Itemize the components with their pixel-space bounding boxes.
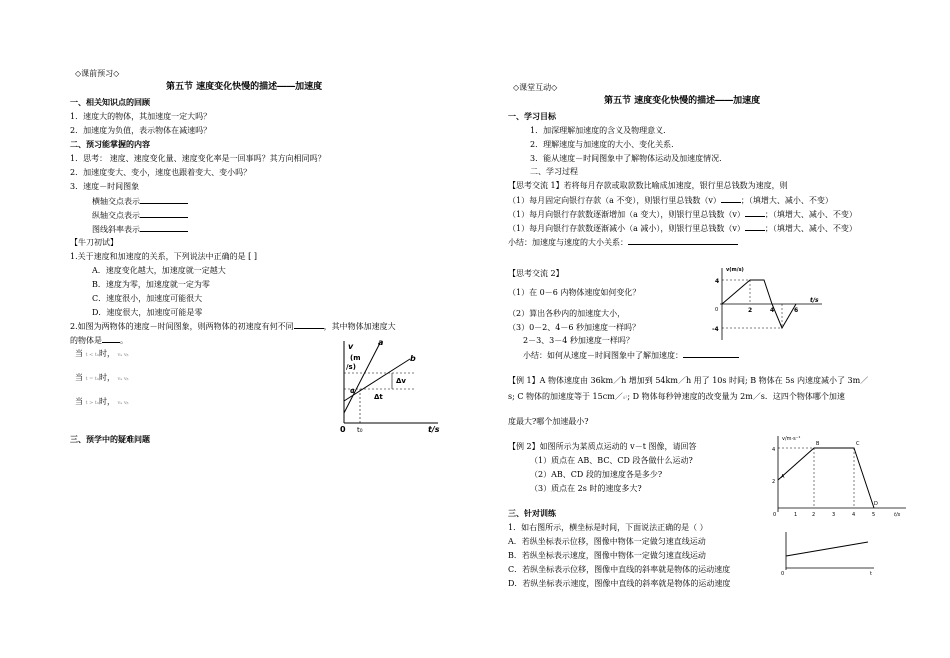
axis-v-label: 纵轴交点表示	[92, 211, 140, 220]
unit-s2: s²	[622, 395, 628, 401]
condition-row-1	[75, 348, 129, 362]
training-option-d: D．若纵坐标表示速度，图像中直线的斜率就是物体的运动速度	[508, 579, 731, 588]
condition-1: t < t₀	[85, 352, 99, 358]
when-label: 当	[75, 373, 83, 382]
graph-v-label: v(m/s)	[726, 267, 744, 273]
graph-unit-2: /s)	[346, 363, 356, 371]
axis-h-line	[92, 195, 188, 208]
point-d: D	[874, 501, 878, 507]
section-questions: 三、预学中的疑难问题	[70, 435, 150, 444]
condition-row-2	[75, 372, 129, 386]
tick-x4: 4	[852, 512, 856, 518]
compare-v: vₐ vᵦ	[117, 400, 129, 406]
trial-q2-period: 。	[120, 336, 128, 345]
example-2-q3: （3）质点在 2s 时的速度多大?	[530, 484, 642, 493]
example-1-line2	[508, 391, 845, 405]
think-2-q2: （2）算出各秒内的加速度大小，	[508, 309, 626, 318]
answer-blank[interactable]	[628, 236, 738, 245]
answer-blank[interactable]	[140, 209, 188, 218]
think-1-item-3	[508, 222, 857, 235]
pre-study-tag: ◇课前预习◇	[75, 69, 120, 78]
example-1-line3: 度最大?哪个加速最小?	[508, 417, 589, 426]
graph-delta-t: Δt	[374, 393, 383, 401]
answer-blank[interactable]	[140, 223, 188, 232]
trial-q1-option-b: B．速度为零，加速度就一定为零	[92, 280, 210, 289]
time-label: 时，	[98, 397, 115, 406]
tick-x2: 2	[748, 307, 753, 314]
point-c: C	[856, 441, 860, 447]
section-process: 二、学习过程	[530, 167, 578, 176]
section-preview: 二、预习能掌握的内容	[70, 140, 150, 149]
graph-t0: t₀	[357, 426, 363, 434]
graph-b-label: b	[410, 354, 416, 363]
tick-x6: 6	[794, 307, 799, 314]
axis-v-line	[92, 209, 188, 222]
graph-v-label: v	[348, 342, 354, 351]
graph-origin: 0	[781, 571, 785, 576]
training-q1: 1．如右图所示，横坐标是时间，下面说法正确的是（ ）	[508, 523, 708, 532]
preview-p3: 3．速度－时间图象	[70, 182, 140, 191]
time-label: 时，	[98, 373, 115, 382]
section-training: 三、针对训练	[508, 509, 556, 518]
goal-1: 1．加深理解加速度的含义及物理意义．	[530, 126, 672, 135]
graph-delta-v: Δv	[396, 377, 406, 385]
right-page-title: 第五节 速度变化快慢的描述――加速度	[604, 96, 761, 106]
trial-header: 【牛刀初试】	[70, 238, 118, 247]
graph-t-axis: t/s	[810, 297, 819, 304]
when-label: 当	[75, 397, 83, 406]
section-review: 一、相关知识点的回顾	[70, 98, 150, 107]
training-option-a: A．若纵坐标表示位移，图像中物体一定做匀速直线运动	[508, 537, 706, 546]
preview-p2: 2．加速度变大、变小，速度也跟着变大、变小吗？	[70, 168, 252, 177]
training-option-c: C．若纵坐标表示位移，图像中直线的斜率就是物体的运动速度	[508, 565, 731, 574]
vt-graph-think2	[712, 262, 828, 344]
item-text: （1）每月向银行存款数逐渐增加（a 变大），则银行里总钱数（v）	[508, 210, 745, 219]
tick-x3: 3	[832, 512, 836, 518]
answer-blank[interactable]	[140, 195, 188, 204]
velocity-line	[778, 448, 874, 508]
item-suffix: ；（填增大、减小、不变）	[764, 210, 857, 219]
graph-origin: 0	[715, 307, 719, 313]
graph-t-axis: t/s	[894, 512, 901, 518]
review-q1: 1．速度大的物体，其加速度一定大吗？	[70, 112, 212, 121]
think-2-q4: 2－3、3－4 秒加速度一样吗？	[523, 336, 634, 345]
section-goals: 一、学习目标	[508, 112, 556, 121]
condition-row-3	[75, 396, 129, 410]
tick-4: 4	[715, 278, 720, 285]
trial-q2-line2	[70, 334, 128, 347]
graph-v-label: v/m·s⁻¹	[782, 436, 801, 442]
trial-q1-option-d: D．速度很大，加速度可能是零	[92, 308, 203, 317]
review-q2: 2．加速度为负值，表示物体在减速吗？	[70, 126, 212, 135]
compare-v: vₐ vᵦ	[117, 376, 129, 382]
point-a: A	[781, 474, 785, 480]
axis-h-label: 横轴交点表示	[92, 197, 140, 206]
trial-q1: 1.关于速度和加速度的关系，下列说法中正确的是 [ ]	[70, 252, 257, 261]
graph-alpha: α	[350, 387, 355, 395]
training-option-b: B．若纵坐标表示速度，图像中物体一定做匀速直线运动	[508, 551, 706, 560]
graph-origin: 0	[340, 425, 346, 434]
graph-t-axis: t	[870, 571, 872, 576]
vt-graph-abcd	[768, 432, 912, 522]
preview-p1: 1．思考： 速度、速度变化量、速度变化率是一回事吗？其方向相同吗？	[70, 154, 326, 163]
compare-v: vₐ vᵦ	[117, 352, 129, 358]
time-label: 时，	[98, 349, 115, 358]
think-1-item-2	[508, 208, 857, 221]
item-suffix: ；（填增大、减小、不变）	[740, 196, 833, 205]
answer-blank[interactable]	[102, 334, 120, 343]
left-page-title: 第五节 速度变化快慢的描述――加速度	[166, 82, 323, 92]
graph-training	[778, 528, 878, 576]
item-suffix: ；（填增大、减小、不变）	[764, 224, 857, 233]
tick-neg4: -4	[712, 326, 719, 333]
trial-q2-text: 2.如图为两物体的速度－时间图象，则两物体的初速度有何不同	[70, 322, 294, 331]
trial-q1-option-a: A．速度变化越大，加速度就一定越大	[92, 266, 226, 275]
trial-q2-text2: ，其中物体加速度大	[323, 322, 396, 331]
goal-3: 3．能从速度－时间图象中了解物体运动及加速度情况．	[530, 154, 728, 163]
item-text: （1）每月固定向银行存款（a 不变），则银行里总钱数（v）	[508, 196, 721, 205]
summary-text: 小结：如何从速度－时间图象中了解加速度：	[523, 351, 683, 360]
answer-blank[interactable]	[294, 320, 324, 329]
graph-origin: 0	[773, 512, 777, 518]
graph-t-axis: t/s	[428, 425, 440, 434]
example-1-text: s; C 物体的加速度等于 15cm／	[508, 392, 623, 401]
think-2-q3: （3）0－2、4－6 秒加速度一样吗？	[508, 323, 640, 332]
tick-x4: 4	[770, 307, 775, 314]
point-b: B	[816, 441, 820, 447]
trial-q2-text3: 的物体是	[70, 336, 102, 345]
answer-blank[interactable]	[745, 222, 765, 231]
condition-2: t = t₀	[85, 376, 99, 382]
example-2: 【例 2】如图所示为某质点运动的 v－t 图像，请回答	[508, 442, 697, 451]
answer-blank[interactable]	[683, 349, 739, 358]
graph-a-label: a	[378, 338, 384, 347]
example-1-text2: ; D 物体每秒钟速度的改变量为 2m／s．这四个物体哪个加速	[627, 392, 845, 401]
when-label: 当	[75, 349, 83, 358]
straight-line	[786, 542, 868, 556]
slope-label: 图线斜率表示	[92, 225, 140, 234]
summary-2	[523, 349, 739, 362]
tick-4: 4	[772, 447, 776, 453]
summary-text: 小结：加速度与速度的大小关系：	[508, 238, 628, 247]
example-2-q2: （2）AB、CD 段的加速度各是多少?	[530, 470, 663, 479]
goal-2: 2．理解速度与加速度的大小、变化关系．	[530, 140, 680, 149]
answer-blank[interactable]	[721, 194, 741, 203]
trial-q1-option-c: C．速度很小，加速度可能很大	[92, 294, 203, 303]
answer-blank[interactable]	[745, 208, 765, 217]
example-1-line1: 【例 1】A 物体速度由 36km／h 增加到 54km／h 用了 10s 时间; B 物体在 5s 内速度减小了 3m／	[508, 376, 869, 385]
think-1-item-1	[508, 194, 833, 207]
graph-unit-1: (m	[350, 354, 361, 362]
tick-x2: 2	[812, 512, 816, 518]
think-2: 【思考交流 2】	[508, 269, 564, 278]
tick-x5: 5	[872, 512, 876, 518]
tick-2: 2	[772, 479, 776, 485]
tick-x1: 1	[794, 512, 798, 518]
example-2-q1: （1）质点在 AB、BC、CD 段各做什么运动?	[530, 456, 693, 465]
condition-3: t > t₀	[85, 400, 99, 406]
think-1: 【思考交流 1】若将每月存款或取款数比喻成加速度，银行里总钱数为速度，则	[508, 181, 788, 190]
trial-q2-line1	[70, 320, 396, 333]
class-interaction-tag: ◇课堂互动◇	[513, 83, 558, 92]
summary-1	[508, 236, 738, 249]
vt-graph-two-objects	[330, 335, 450, 435]
slope-line	[92, 223, 188, 236]
item-text: （1）每月向银行存款数逐渐减小（a 减小），则银行里总钱数（v）	[508, 224, 745, 233]
think-2-q1: （1）在 0－6 内物体速度如何变化？	[508, 288, 641, 297]
